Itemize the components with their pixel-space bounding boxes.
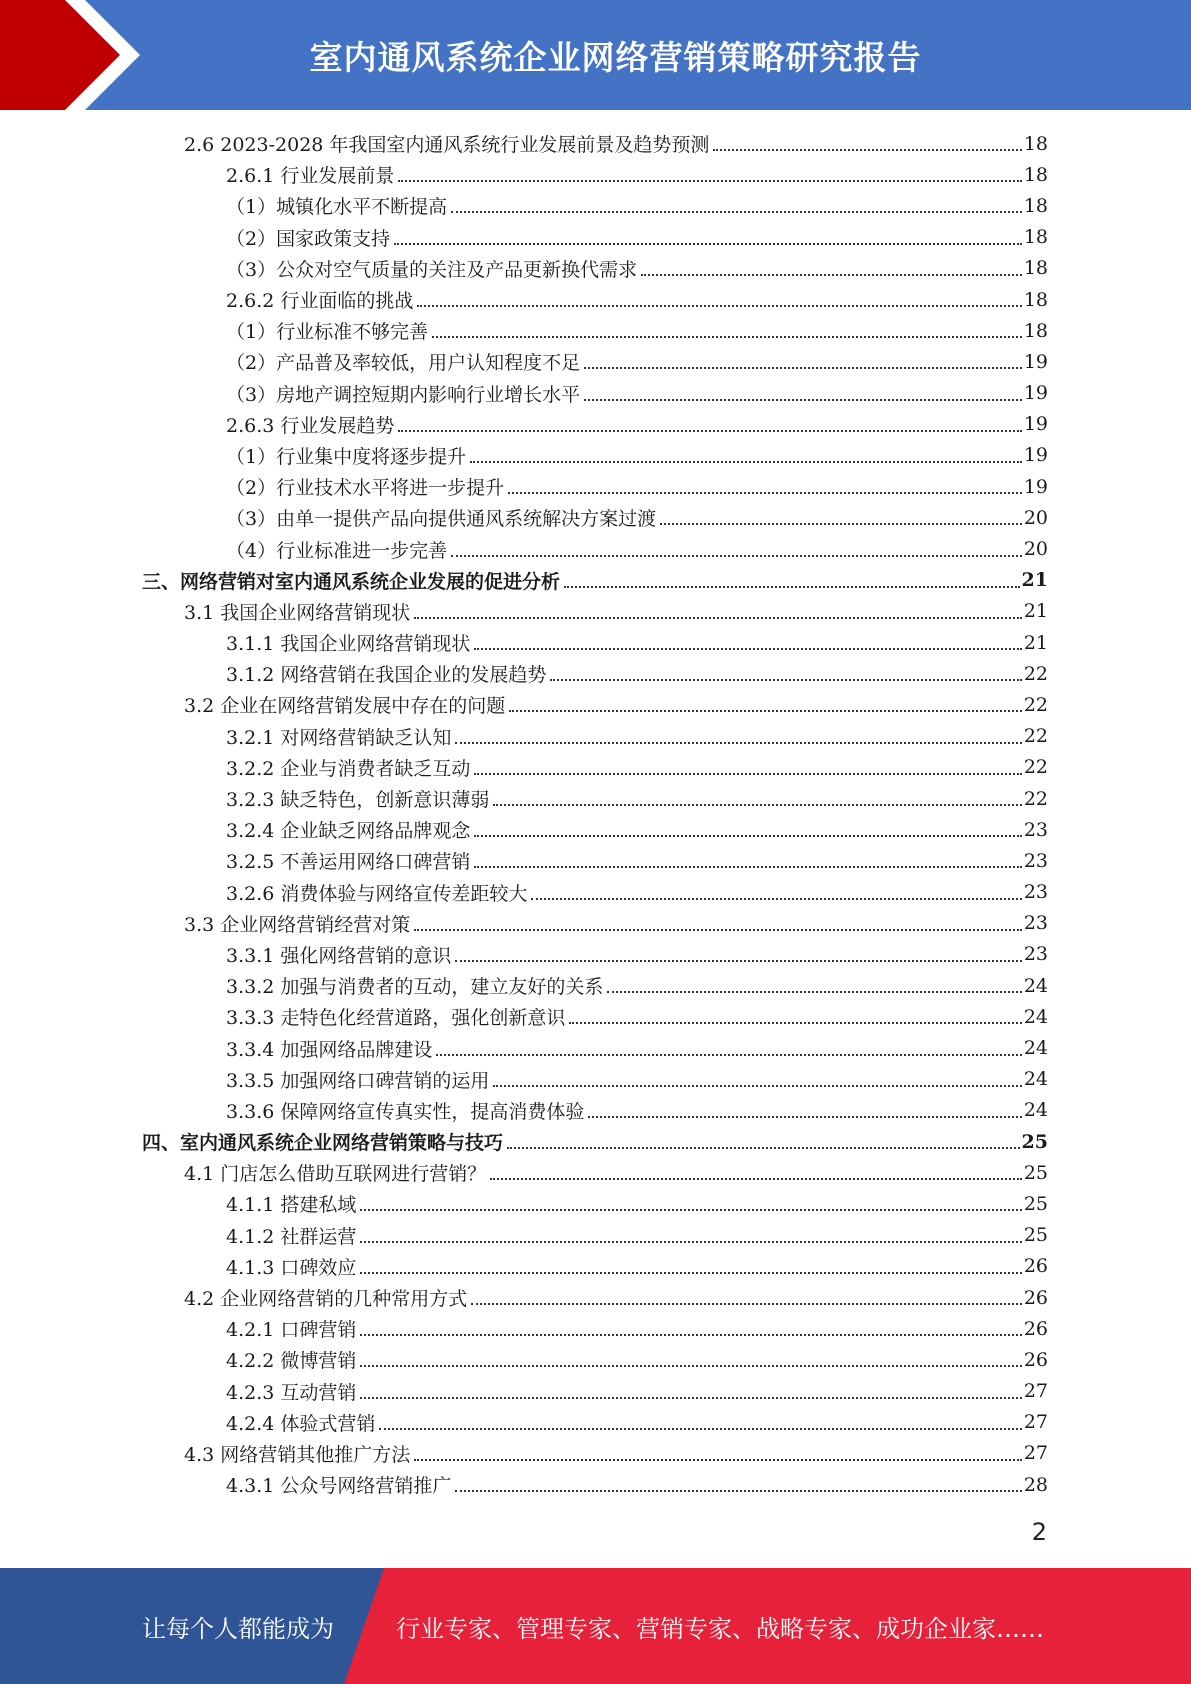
toc-entry-label: 4.1 门店怎么借助互联网进行营销？	[184, 1163, 487, 1186]
toc-entry-label: 3.3.4 加强网络品牌建设	[226, 1038, 433, 1061]
toc-entry[interactable]	[142, 253, 1048, 284]
toc-entry[interactable]	[142, 939, 1048, 970]
toc-leader-dots	[564, 585, 1020, 588]
toc-entry[interactable]	[142, 1220, 1048, 1251]
toc-entry-label: 4.2.1 口碑营销	[226, 1319, 357, 1342]
toc-entry-page: 26	[1023, 1255, 1048, 1278]
toc-entry-label: 3.2.1 对网络营销缺乏认知	[226, 726, 452, 749]
toc-entry-page: 19	[1023, 350, 1048, 373]
footer-slogan-right: 行业专家、管理专家、营销专家、战略专家、成功企业家……	[396, 1614, 1044, 1643]
toc-leader-dots	[531, 897, 1021, 900]
toc-entry-label: 3.1.1 我国企业网络营销现状	[226, 633, 471, 656]
toc-entry-page: 25	[1021, 1130, 1048, 1153]
toc-entry[interactable]	[142, 378, 1048, 409]
toc-entry[interactable]	[142, 1064, 1048, 1095]
toc-entry[interactable]	[142, 1313, 1048, 1344]
toc-leader-dots	[490, 1177, 1022, 1180]
toc-entry-page: 23	[1023, 849, 1048, 872]
toc-entry-label: 3.2.6 消费体验与网络宣传差距较大	[226, 882, 528, 905]
toc-entry[interactable]	[142, 565, 1048, 596]
toc-entry-label: （1）城镇化水平不断提高	[226, 196, 448, 219]
toc-entry[interactable]	[142, 1282, 1048, 1313]
toc-entry[interactable]	[142, 689, 1048, 720]
toc-leader-dots	[398, 429, 1021, 432]
toc-leader-dots	[414, 1458, 1022, 1461]
toc-entry-page: 20	[1023, 506, 1048, 529]
toc-entry-label: （2）行业技术水平将进一步提升	[226, 477, 505, 500]
toc-leader-dots	[379, 1427, 1021, 1430]
toc-leader-dots	[588, 1115, 1021, 1118]
header-arrow-decoration	[0, 0, 160, 110]
toc-leader-dots	[360, 1364, 1021, 1367]
toc-entry-label: 3.2 企业在网络营销发展中存在的问题	[184, 695, 506, 718]
toc-entry[interactable]	[142, 845, 1048, 876]
toc-leader-dots	[584, 398, 1022, 401]
toc-entry-label: 四、室内通风系统企业网络营销策略与技巧	[142, 1132, 504, 1155]
toc-entry-label: 3.3 企业网络营销经营对策	[184, 913, 411, 936]
toc-entry-page: 24	[1023, 1068, 1048, 1091]
toc-entry-label: 4.2 企业网络营销的几种常用方式	[184, 1288, 468, 1311]
toc-entry-page: 18	[1023, 163, 1048, 186]
toc-entry[interactable]	[142, 502, 1048, 533]
toc-entry-page: 23	[1023, 881, 1048, 904]
toc-entry-page: 22	[1023, 725, 1048, 748]
toc-entry-page: 26	[1023, 1348, 1048, 1371]
toc-entry[interactable]	[142, 315, 1048, 346]
toc-entry-page: 18	[1023, 226, 1048, 249]
toc-entry[interactable]	[142, 222, 1048, 253]
toc-entry-label: （3）房地产调控短期内影响行业增长水平	[226, 383, 581, 406]
toc-leader-dots	[509, 709, 1022, 712]
toc-leader-dots	[474, 865, 1021, 868]
toc-entry-page: 18	[1023, 257, 1048, 280]
toc-leader-dots	[360, 1396, 1021, 1399]
toc-entry-page: 27	[1023, 1442, 1048, 1465]
toc-entry-page: 23	[1023, 818, 1048, 841]
toc-entry-page: 21	[1023, 600, 1048, 623]
toc-entry-page: 22	[1023, 756, 1048, 779]
toc-entry-page: 18	[1023, 194, 1048, 217]
toc-entry-label: 3.3.3 走特色化经营道路，强化创新意识	[226, 1007, 566, 1030]
toc-entry-label: 4.1.3 口碑效应	[226, 1256, 357, 1279]
toc-entry[interactable]	[142, 596, 1048, 627]
toc-entry[interactable]	[142, 908, 1048, 939]
toc-entry-label: 4.3 网络营销其他推广方法	[184, 1443, 411, 1466]
toc-entry-page: 22	[1023, 787, 1048, 810]
toc-entry[interactable]	[142, 1095, 1048, 1126]
toc-entry-page: 18	[1023, 132, 1048, 155]
toc-entry-page: 23	[1023, 943, 1048, 966]
toc-entry-page: 19	[1023, 413, 1048, 436]
toc-leader-dots	[493, 1084, 1021, 1087]
page-header	[0, 0, 1191, 110]
toc-entry-page: 23	[1023, 912, 1048, 935]
toc-leader-dots	[398, 179, 1021, 182]
toc-leader-dots	[417, 304, 1021, 307]
toc-entry[interactable]	[142, 346, 1048, 377]
toc-entry[interactable]	[142, 1251, 1048, 1282]
toc-entry[interactable]	[142, 1376, 1048, 1407]
toc-entry-page: 25	[1023, 1161, 1048, 1184]
toc-leader-dots	[432, 335, 1022, 338]
toc-leader-dots	[455, 959, 1021, 962]
toc-entry-page: 26	[1023, 1317, 1048, 1340]
toc-leader-dots	[360, 1208, 1021, 1211]
toc-entry-label: （3）公众对空气质量的关注及产品更新换代需求	[226, 258, 638, 281]
toc-leader-dots	[451, 210, 1022, 213]
toc-entry[interactable]	[142, 1407, 1048, 1438]
toc-entry-label: 三、网络营销对室内通风系统企业发展的促进分析	[142, 570, 561, 593]
toc-leader-dots	[360, 1271, 1021, 1274]
toc-leader-dots	[455, 741, 1021, 744]
toc-entry-page: 21	[1021, 569, 1048, 592]
toc-leader-dots	[436, 1053, 1021, 1056]
toc-entry-label: 4.1.2 社群运营	[226, 1225, 357, 1248]
toc-entry[interactable]	[142, 658, 1048, 689]
toc-entry[interactable]	[142, 284, 1048, 315]
toc-entry[interactable]	[142, 1126, 1048, 1157]
toc-entry-label: （2）国家政策支持	[226, 227, 391, 250]
toc-entry-page: 25	[1023, 1224, 1048, 1247]
toc-entry-page: 27	[1023, 1411, 1048, 1434]
toc-entry-page: 21	[1023, 631, 1048, 654]
toc-entry[interactable]	[142, 190, 1048, 221]
toc-entry[interactable]	[142, 1344, 1048, 1375]
toc-leader-dots	[550, 678, 1021, 681]
toc-leader-dots	[660, 522, 1022, 525]
toc-entry-page: 19	[1023, 475, 1048, 498]
toc-leader-dots	[474, 834, 1021, 837]
toc-entry-label: 2.6.2 行业面临的挑战	[226, 290, 414, 313]
toc-entry-label: 4.1.1 搭建私域	[226, 1194, 357, 1217]
toc-entry[interactable]	[142, 721, 1048, 752]
toc-leader-dots	[507, 1146, 1020, 1149]
toc-entry[interactable]	[142, 409, 1048, 440]
toc-entry-label: 3.1 我国企业网络营销现状	[184, 601, 411, 624]
toc-entry-label: 4.3.1 公众号网络营销推广	[226, 1475, 452, 1498]
toc-leader-dots	[641, 273, 1022, 276]
table-of-contents	[142, 128, 1048, 1500]
toc-leader-dots	[607, 990, 1021, 993]
toc-leader-dots	[713, 148, 1021, 151]
toc-leader-dots	[394, 242, 1022, 245]
toc-entry[interactable]	[142, 783, 1048, 814]
toc-entry-label: （3）由单一提供产品向提供通风系统解决方案过渡	[226, 508, 657, 531]
toc-entry[interactable]	[142, 533, 1048, 564]
toc-entry-page: 22	[1023, 662, 1048, 685]
page-number: 2	[1031, 1518, 1047, 1546]
toc-entry-label: 3.2.4 企业缺乏网络品牌观念	[226, 820, 471, 843]
toc-entry-page: 26	[1023, 1286, 1048, 1309]
toc-entry-page: 24	[1023, 974, 1048, 997]
toc-leader-dots	[414, 616, 1022, 619]
footer-slogan-left: 让每个人都能成为	[142, 1614, 334, 1643]
toc-entry[interactable]	[142, 1032, 1048, 1063]
toc-leader-dots	[569, 1021, 1021, 1024]
toc-entry-label: （1）行业集中度将逐步提升	[226, 445, 467, 468]
toc-leader-dots	[360, 1333, 1021, 1336]
toc-entry-label: 2.6.1 行业发展前景	[226, 165, 395, 188]
toc-leader-dots	[470, 460, 1022, 463]
toc-leader-dots	[508, 491, 1022, 494]
toc-entry-page: 19	[1023, 444, 1048, 467]
toc-entry-page: 18	[1023, 319, 1048, 342]
toc-leader-dots	[455, 1489, 1021, 1492]
toc-entry-page: 24	[1023, 1037, 1048, 1060]
toc-entry-label: 3.3.5 加强网络口碑营销的运用	[226, 1069, 490, 1092]
toc-entry-label: 4.2.4 体验式营销	[226, 1412, 376, 1435]
toc-entry-page: 19	[1023, 382, 1048, 405]
toc-entry-label: 3.1.2 网络营销在我国企业的发展趋势	[226, 664, 547, 687]
toc-leader-dots	[474, 772, 1021, 775]
toc-leader-dots	[360, 1240, 1021, 1243]
toc-entry-label: （1）行业标准不够完善	[226, 321, 429, 344]
toc-entry-page: 20	[1023, 538, 1048, 561]
toc-entry-page: 27	[1023, 1380, 1048, 1403]
toc-entry[interactable]	[142, 752, 1048, 783]
toc-entry[interactable]	[142, 159, 1048, 190]
toc-entry-label: 3.3.6 保障网络宣传真实性，提高消费体验	[226, 1100, 585, 1123]
toc-entry-label: 3.2.5 不善运用网络口碑营销	[226, 851, 471, 874]
toc-entry-page: 24	[1023, 1099, 1048, 1122]
toc-entry[interactable]	[142, 970, 1048, 1001]
page-footer	[0, 1568, 1191, 1684]
toc-leader-dots	[474, 647, 1021, 650]
toc-entry-label: 4.2.3 互动营销	[226, 1381, 357, 1404]
toc-entry[interactable]	[142, 1188, 1048, 1219]
toc-entry[interactable]	[142, 1469, 1048, 1500]
report-title: 室内通风系统企业网络营销策略研究报告	[309, 37, 922, 77]
toc-leader-dots	[584, 366, 1022, 369]
toc-entry-label: （2）产品普及率较低，用户认知程度不足	[226, 352, 581, 375]
toc-entry[interactable]	[142, 627, 1048, 658]
toc-entry[interactable]	[142, 1438, 1048, 1469]
toc-entry-label: 3.3.2 加强与消费者的互动，建立友好的关系	[226, 976, 604, 999]
toc-entry-label: 3.3.1 强化网络营销的意识	[226, 944, 452, 967]
toc-entry-page: 28	[1023, 1473, 1048, 1496]
toc-entry-label: 3.2.3 缺乏特色，创新意识薄弱	[226, 789, 490, 812]
toc-entry[interactable]	[142, 440, 1048, 471]
toc-entry[interactable]	[142, 1157, 1048, 1188]
toc-entry-page: 25	[1023, 1192, 1048, 1215]
toc-entry-page: 24	[1023, 1005, 1048, 1028]
toc-entry-page: 18	[1023, 288, 1048, 311]
toc-entry-page: 22	[1023, 693, 1048, 716]
toc-entry-label: （4）行业标准进一步完善	[226, 539, 448, 562]
toc-entry[interactable]	[142, 814, 1048, 845]
toc-leader-dots	[493, 803, 1021, 806]
toc-entry-label: 2.6 2023-2028 年我国室内通风系统行业发展前景及趋势预测	[184, 134, 710, 157]
toc-entry[interactable]	[142, 877, 1048, 908]
toc-entry-label: 3.2.2 企业与消费者缺乏互动	[226, 757, 471, 780]
toc-entry[interactable]	[142, 471, 1048, 502]
toc-entry[interactable]	[142, 1001, 1048, 1032]
toc-entry-label: 4.2.2 微博营销	[226, 1350, 357, 1373]
toc-entry[interactable]	[142, 128, 1048, 159]
toc-leader-dots	[471, 1302, 1022, 1305]
toc-entry-label: 2.6.3 行业发展趋势	[226, 414, 395, 437]
toc-leader-dots	[451, 554, 1022, 557]
toc-leader-dots	[414, 928, 1022, 931]
